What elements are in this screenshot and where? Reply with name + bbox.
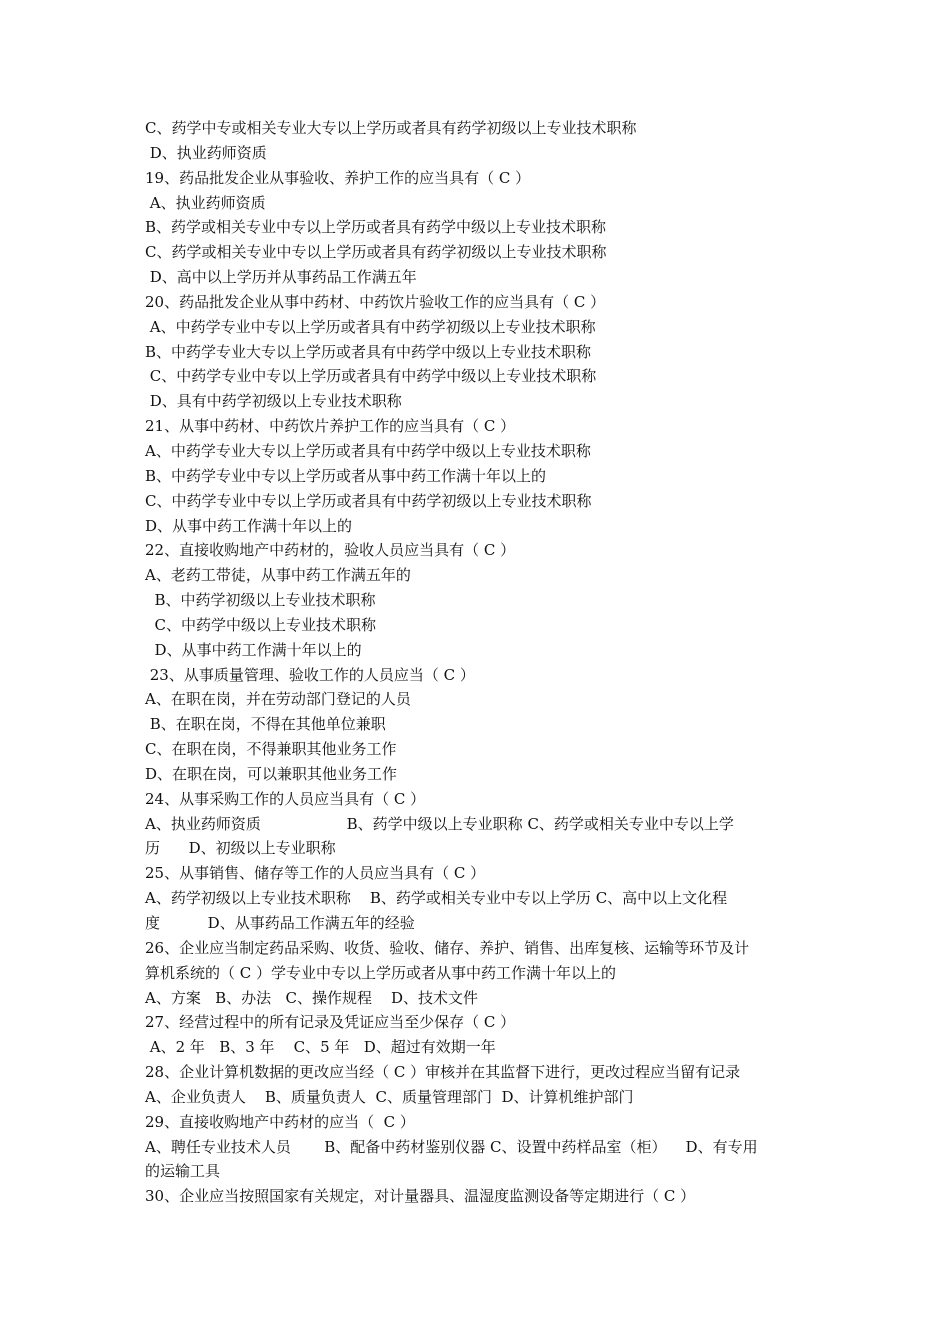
text-line: B、药学或相关专业中专以上学历或者具有药学中级以上专业技术职称 — [145, 218, 607, 237]
text-line: A、药学初级以上专业技术职称 B、药学或相关专业中专以上学历 C、高中以上文化程 — [145, 889, 728, 908]
text-line: D、从事中药工作满十年以上的 — [145, 640, 362, 659]
text-line: C、在职在岗，不得兼职其他业务工作 — [145, 740, 397, 759]
text-line: B、中药学专业大专以上学历或者具有中药学中级以上专业技术职称 — [145, 342, 592, 361]
text-line: 28、企业计算机数据的更改应当经（ C ）审核并在其监督下进行，更改过程应当留有记录 — [145, 1063, 741, 1082]
text-line: 30、企业应当按照国家有关规定，对计量器具、温湿度监测设备等定期进行（ C ） — [145, 1187, 696, 1206]
text-line: D、高中以上学历并从事药品工作满五年 — [145, 268, 417, 287]
text-line: 29、直接收购地产中药材的应当（ C ） — [145, 1112, 415, 1131]
text-line: C、中药学中级以上专业技术职称 — [145, 615, 377, 634]
text-line: A、老药工带徒，从事中药工作满五年的 — [145, 566, 411, 585]
text-line: A、方案 B、办法 C、操作规程 D、技术文件 — [145, 988, 479, 1007]
text-line: D、从事中药工作满十年以上的 — [145, 516, 353, 535]
text-line: D、具有中药学初级以上专业技术职称 — [145, 392, 402, 411]
text-line: C、中药学专业中专以上学历或者具有中药学初级以上专业技术职称 — [145, 491, 592, 510]
text-line: C、中药学专业中专以上学历或者具有中药学中级以上专业技术职称 — [145, 367, 597, 386]
text-line: A、执业药师资质 — [145, 193, 266, 212]
text-line: D、执业药师资质 — [145, 143, 267, 162]
text-line: A、中药学专业中专以上学历或者具有中药学初级以上专业技术职称 — [145, 317, 596, 336]
text-line: B、在职在岗，不得在其他单位兼职 — [145, 715, 386, 734]
text-line: 24、从事采购工作的人员应当具有（ C ） — [145, 789, 426, 808]
text-line: 21、从事中药材、中药饮片养护工作的应当具有（ C ） — [145, 417, 516, 436]
text-line: A、2 年 B、3 年 C、5 年 D、超过有效期一年 — [145, 1038, 496, 1057]
text-line: 20、药品批发企业从事中药材、中药饮片验收工作的应当具有（ C ） — [145, 292, 606, 311]
text-line: A、企业负责人 B、质量负责人 C、质量管理部门 D、计算机维护部门 — [145, 1087, 634, 1106]
text-line: 23、从事质量管理、验收工作的人员应当（ C ） — [145, 665, 475, 684]
text-line: A、执业药师资质 B、药学中级以上专业职称 C、药学或相关专业中专以上学 — [145, 814, 734, 833]
text-line: 19、药品批发企业从事验收、养护工作的应当具有（ C ） — [145, 168, 531, 187]
text-line: 度 D、从事药品工作满五年的经验 — [145, 914, 415, 932]
text-line: C、药学或相关专业中专以上学历或者具有药学初级以上专业技术职称 — [145, 243, 607, 262]
text-line: A、聘任专业技术人员 B、配备中药材鉴别仪器 C、设置中药样品室（柜） D、有专用 — [145, 1137, 758, 1156]
text-line: B、中药学专业中专以上学历或者从事中药工作满十年以上的 — [145, 466, 547, 485]
text-line: B、中药学初级以上专业技术职称 — [145, 591, 376, 610]
text-line: A、中药学专业大专以上学历或者具有中药学中级以上专业技术职称 — [145, 441, 591, 460]
text-line: 的运输工具 — [145, 1162, 221, 1181]
text-line: A、在职在岗，并在劳动部门登记的人员 — [145, 690, 411, 709]
text-line: 25、从事销售、储存等工作的人员应当具有（ C ） — [145, 864, 486, 883]
text-line: 历 D、初级以上专业职称 — [145, 839, 336, 858]
text-line: D、在职在岗，可以兼职其他业务工作 — [145, 764, 398, 783]
text-line: 22、直接收购地产中药材的，验收人员应当具有（ C ） — [145, 541, 516, 560]
text-line: C、药学中专或相关专业大专以上学历或者具有药学初级以上专业技术职称 — [145, 119, 637, 137]
text-line: 26、企业应当制定药品采购、收货、验收、储存、养护、销售、出库复核、运输等环节及计 — [145, 938, 750, 957]
text-line: 27、经营过程中的所有记录及凭证应当至少保存（ C ） — [145, 1013, 516, 1032]
exam-question-text — [145, 116, 815, 1209]
text-line: 算机系统的（ C ）学专业中专以上学历或者从事中药工作满十年以上的 — [145, 963, 617, 982]
